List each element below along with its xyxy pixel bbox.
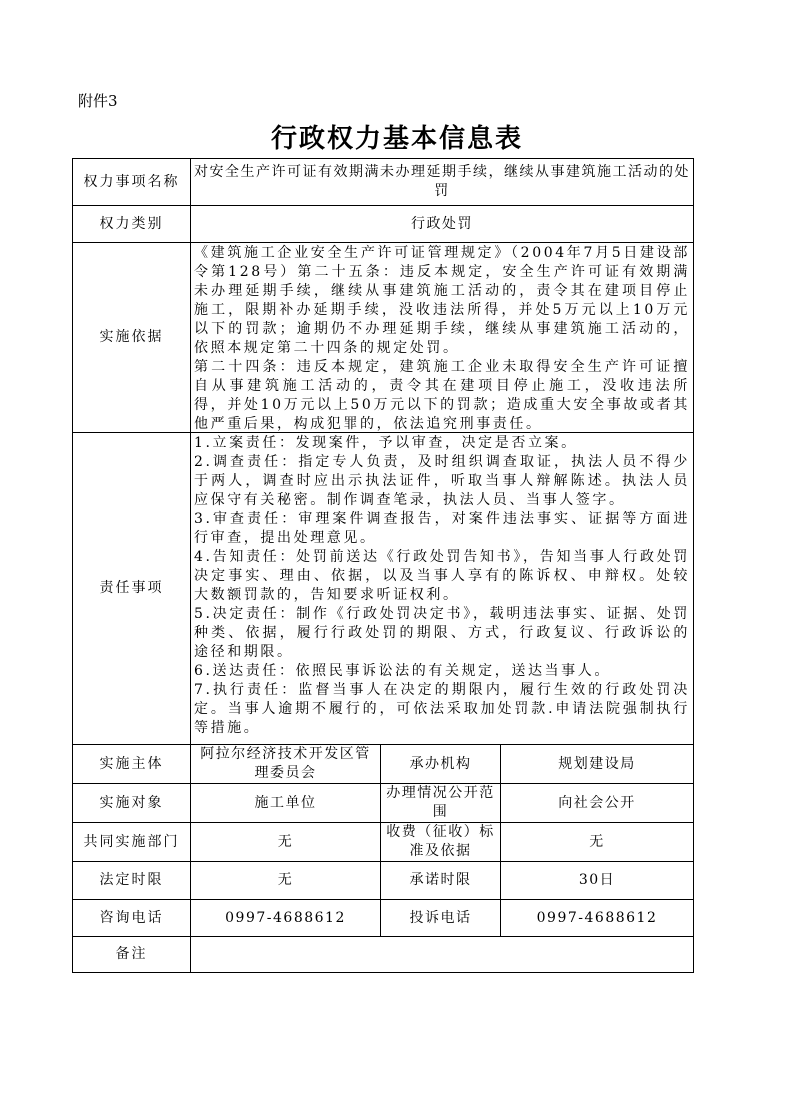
row-name xyxy=(73,159,694,206)
value-promise: 30日 xyxy=(501,862,694,900)
label-basis: 实施依据 xyxy=(73,243,191,433)
value-target: 施工单位 xyxy=(191,784,381,823)
value-name: 对安全生产许可证有效期满未办理延期手续，继续从事建筑施工活动的处罚 xyxy=(191,159,694,206)
value-fee: 无 xyxy=(501,823,694,862)
attachment-label: 附件3 xyxy=(78,92,118,110)
row-remark xyxy=(73,937,694,973)
label-time: 法定时限 xyxy=(73,862,191,900)
row-phone xyxy=(73,900,694,937)
value-time: 无 xyxy=(191,862,381,900)
label-fee: 收费（征收）标准及依据 xyxy=(381,823,501,862)
row-joint xyxy=(73,823,694,862)
responsibility-item: 6.送达责任：依照民事诉讼法的有关规定，送达当事人。 xyxy=(194,663,611,679)
value-joint: 无 xyxy=(191,823,381,862)
row-category xyxy=(73,206,694,243)
row-subject xyxy=(73,745,694,784)
value-complaint: 0997-4688612 xyxy=(501,900,694,937)
basis-paragraph: 《建筑施工企业安全生产许可证管理规定》（2004年7月5日建设部令第128号）第二十五条：违反本规定，安全生产许可证有效期满未办理延期手续，继续从事建筑施工活动的，责令其在建项目停止施工，限期补办延期手续，没收违法所得，并处5万元以上10万元以下的罚款；逾期仍不办理延期手续，继续从事建筑施工活动的，依照本规定第二十四条的规定处罚。 xyxy=(194,245,691,356)
label-target: 实施对象 xyxy=(73,784,191,823)
row-time xyxy=(73,862,694,900)
value-disclosure: 向社会公开 xyxy=(501,784,694,823)
label-agency: 承办机构 xyxy=(381,745,501,784)
responsibility-item: 7.执行责任：监督当事人在决定的期限内，履行生效的行政处罚决定。当事人逾期不履行的，可依法采取加处罚款.申请法院强制执行等措施。 xyxy=(194,682,691,736)
responsibility-item: 2.调查责任：指定专人负责，及时组织调查取证，执法人员不得少于两人，调查时应出示执法证件，听取当事人辩解陈述。执法人员应保守有关秘密。制作调查笔录，执法人员、当事人签字。 xyxy=(194,454,691,508)
label-promise: 承诺时限 xyxy=(381,862,501,900)
label-phone: 咨询电话 xyxy=(73,900,191,937)
label-joint: 共同实施部门 xyxy=(73,823,191,862)
page-title: 行政权力基本信息表 xyxy=(270,124,523,154)
value-agency: 规划建设局 xyxy=(501,745,694,784)
responsibility-item: 1.立案责任：发现案件，予以审查，决定是否立案。 xyxy=(194,435,578,451)
info-table xyxy=(72,158,694,973)
label-category: 权力类别 xyxy=(73,206,191,243)
value-responsibility xyxy=(191,433,694,745)
label-remark: 备注 xyxy=(73,937,191,973)
value-basis xyxy=(191,243,694,433)
label-name: 权力事项名称 xyxy=(73,159,191,206)
responsibility-item: 3.审查责任：审理案件调查报告，对案件违法事实、证据等方面进行审查，提出处理意见。 xyxy=(194,511,691,546)
label-subject: 实施主体 xyxy=(73,745,191,784)
basis-paragraph: 第二十四条：违反本规定，建筑施工企业未取得安全生产许可证擅自从事建筑施工活动的，责令其在建项目停止施工，没收违法所得，并处10万元以上50万元以下的罚款；造成重大安全事故或者其他严重后果，构成犯罪的，依法追究刑事责任。 xyxy=(194,359,691,432)
row-responsibility xyxy=(73,433,694,745)
label-disclosure: 办理情况公开范围 xyxy=(381,784,501,823)
value-remark xyxy=(191,937,694,973)
row-target xyxy=(73,784,694,823)
value-phone: 0997-4688612 xyxy=(191,900,381,937)
label-responsibility: 责任事项 xyxy=(73,433,191,745)
row-basis xyxy=(73,243,694,433)
value-category: 行政处罚 xyxy=(191,206,694,243)
responsibility-item: 4.告知责任：处罚前送达《行政处罚告知书》，告知当事人行政处罚决定事实、理由、依据，以及当事人享有的陈诉权、申辩权。处较大数额罚款的，告知要求听证权利。 xyxy=(194,549,691,603)
responsibility-item: 5.决定责任：制作《行政处罚决定书》，载明违法事实、证据、处罚种类、依据，履行行政处罚的期限、方式，行政复议、行政诉讼的途径和期限。 xyxy=(194,606,691,660)
label-complaint: 投诉电话 xyxy=(381,900,501,937)
value-subject: 阿拉尔经济技术开发区管理委员会 xyxy=(191,745,381,784)
